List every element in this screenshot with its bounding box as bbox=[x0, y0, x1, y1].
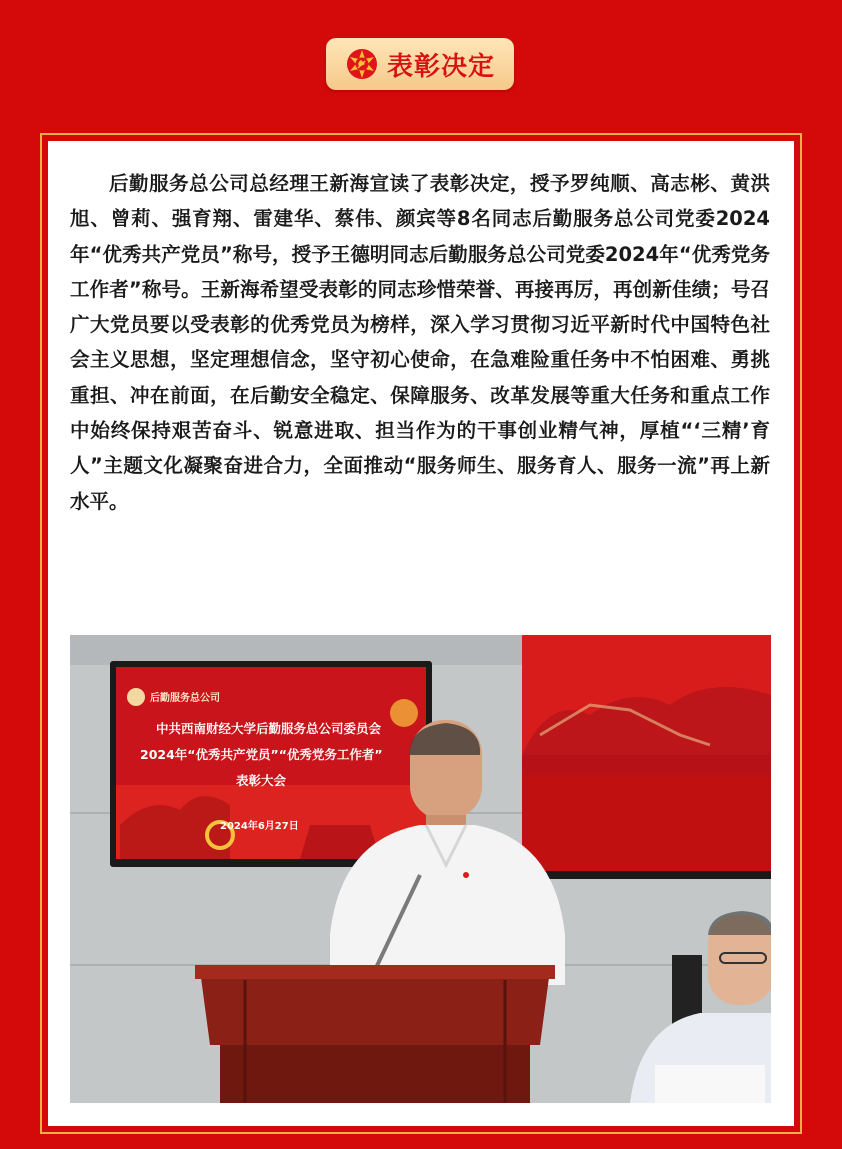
podium bbox=[195, 965, 555, 1103]
article-paragraph: 后勤服务总公司总经理王新海宣读了表彰决定，授予罗纯顺、高志彬、黄洪旭、曾莉、强育翔、雷建华、蔡伟、颜宾等8名同志后勤服务总公司党委2024年“优秀共产党员”称号，授予王德明同志后勤服务总公司党委2024年“优秀党务工作者”称号。王新海希望受表彰的同志珍惜荣誉、再接再厉，再创新佳绩；号召广大党员要以受表彰的优秀党员为榜样，深入学习贯彻习近平新时代中国特色社会主义思想，坚定理想信念，坚守初心使命，在急难险重任务中不怕困难、勇挑重担、冲在前面，在后勤安全稳定、保障服务、改革发展等重大任务和重点工作中始终保持艰苦奋斗、锐意进取、担当作为的干事创业精气神，厚植“‘三精’育人”主题文化凝聚奋进合力，全面推动“服务师生、服务育人、服务一流”再上新水平。 bbox=[70, 172, 770, 513]
screen-title-line2: 2024年“优秀共产党员”“优秀党务工作者” bbox=[140, 747, 383, 762]
display-screen bbox=[110, 661, 432, 867]
stage-banner bbox=[522, 635, 771, 879]
screen-date: 2024年6月27日 bbox=[220, 821, 299, 832]
screen-logo-text: 后勤服务总公司 bbox=[150, 693, 220, 704]
screen-title-line1: 中共西南财经大学后勤服务总公司委员会 bbox=[156, 721, 382, 736]
section-header-badge bbox=[326, 38, 514, 90]
event-photo bbox=[70, 635, 771, 1103]
party-emblem-icon bbox=[345, 47, 379, 81]
screen-title-line3: 表彰大会 bbox=[236, 773, 287, 788]
section-title: 表彰决定 bbox=[386, 51, 495, 82]
